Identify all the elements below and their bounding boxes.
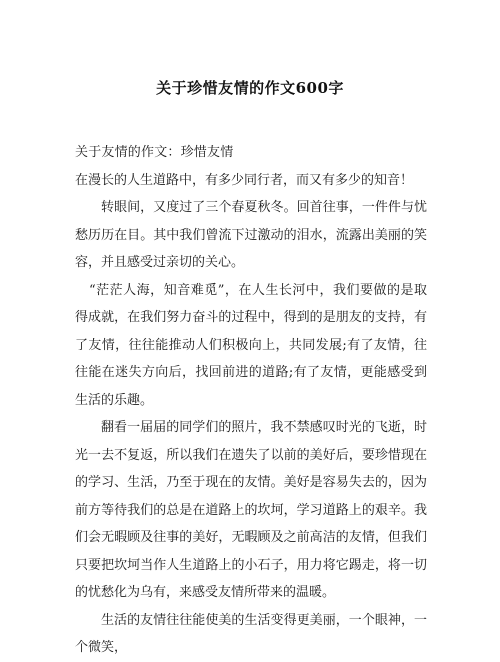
paragraph-4: 翻看一届届的同学们的照片，我不禁感叹时光的飞逝，时光一去不复返，所以我们在遗失了以前的美好后，要珍惜现在的学习、生活，乃至于现在的友情。美好是容易失去的，因为前方等待我们的总是在道路上的坎坷，学习道路上的艰辛。我们会无暇顾及往事的美好，无暇顾及之前高洁的友情，但我们只要把坎坷当作人生道路上的小石子，用力将它踢走，将一切的忧愁化为乌有，来感受友情所带来的温暖。 xyxy=(75,420,427,600)
paragraph-5: 生活的友情往往能使美的生活变得更美丽，一个眼神，一个微笑， xyxy=(75,612,427,655)
document-body xyxy=(75,139,427,662)
document-title: 关于珍惜友情的作文600字 xyxy=(156,79,344,97)
paragraph-2: 转眼间，又度过了三个春夏秋冬。回首往事，一件件与忧愁历历在目。其中我们曾流下过激动的泪水，流露出美丽的笑容，并且感受过亲切的关心。 xyxy=(75,200,427,270)
paragraph-1: 在漫长的人生道路中，有多少同行者，而又有多少的知音！ xyxy=(75,172,414,188)
paragraph-3: “茫茫人海，知音难觅”，在人生长河中，我们要做的是取得成就，在我们努力奋斗的过程中，得到的是朋友的支持，有了友情，往往能推动人们积极向上，共同发展;有了友情，往往能在迷失方向后，找回前进的道路;有了友情，更能感受到生活的乐趣。 xyxy=(75,282,427,408)
document-subtitle: 关于友情的作文：珍惜友情 xyxy=(75,145,234,160)
